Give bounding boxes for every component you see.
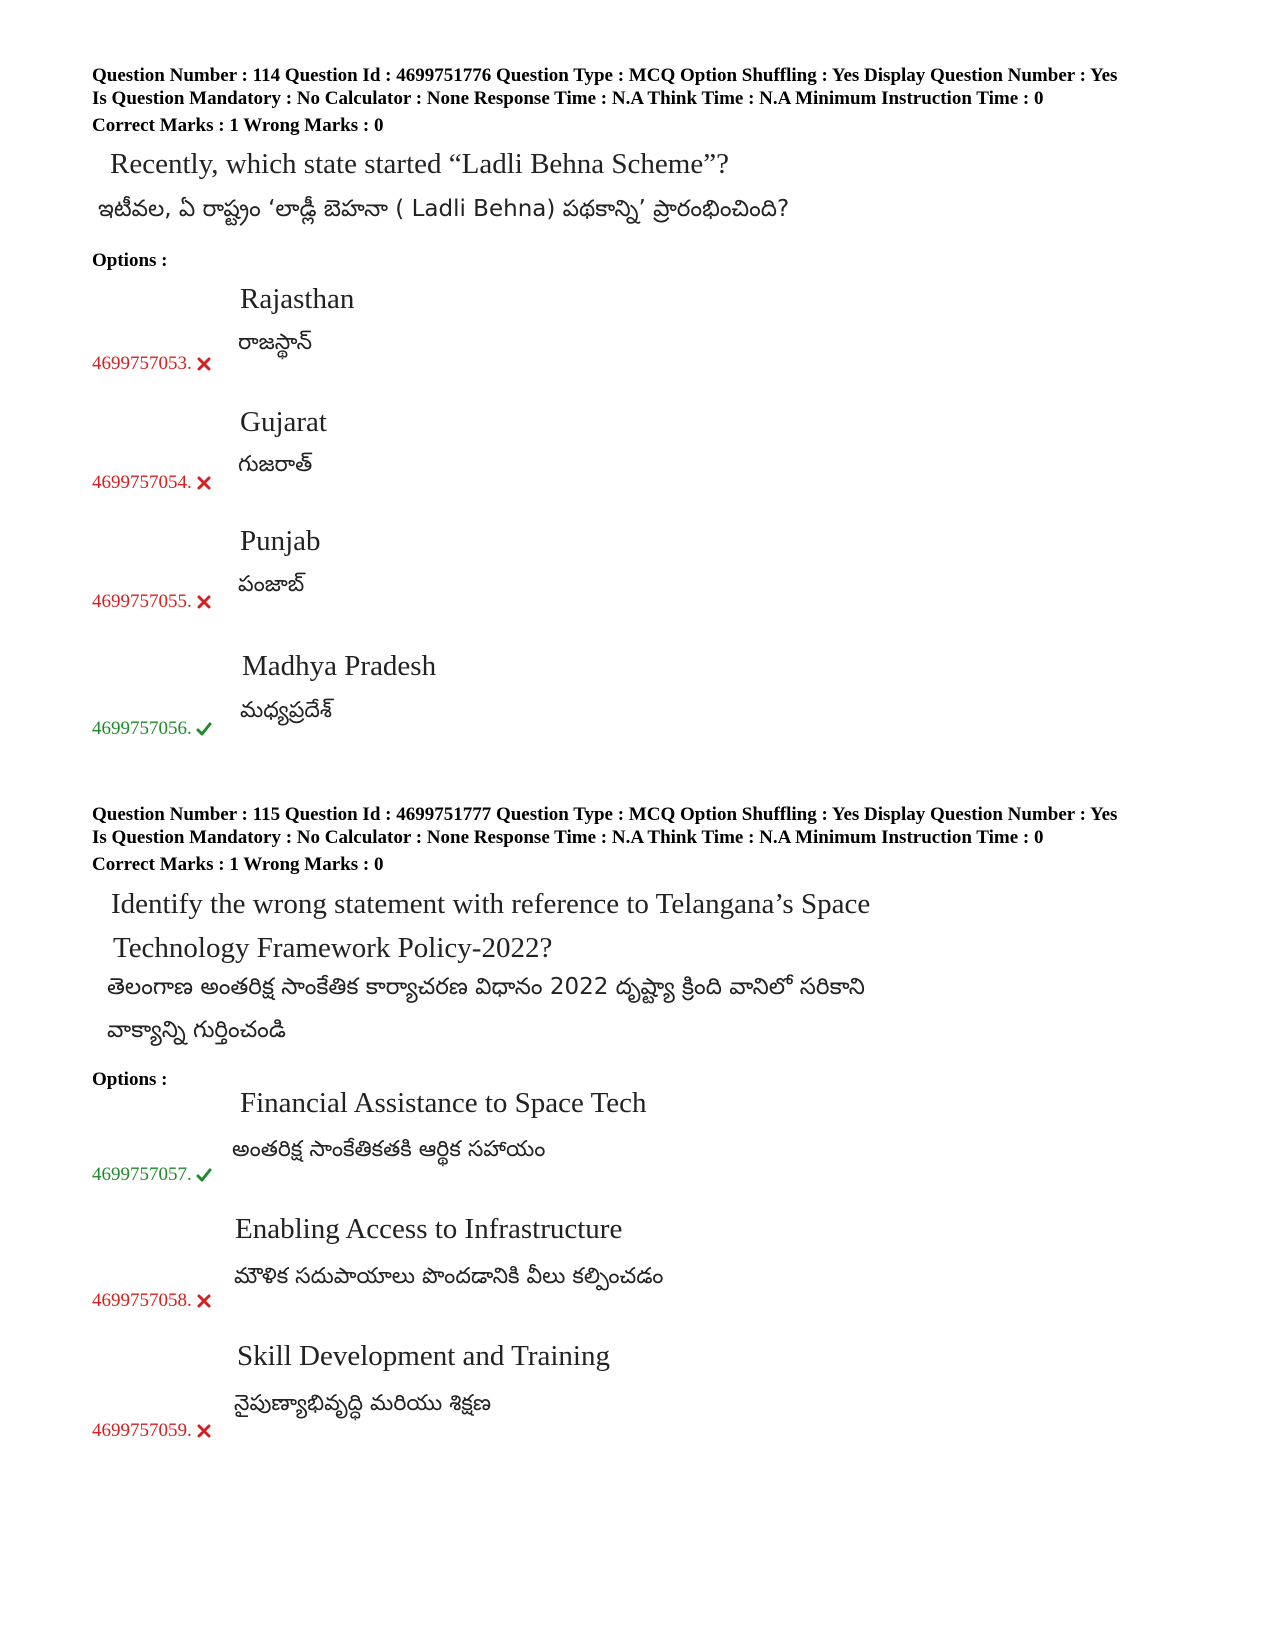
cross-icon — [196, 1423, 212, 1439]
option-id — [92, 353, 212, 375]
option-text-te: మౌళిక సదుపాయాలు పొందడానికి వీలు కల్పించడం — [234, 1264, 664, 1289]
cross-icon — [196, 1293, 212, 1309]
question-meta-line1: Question Number : 115 Question Id : 4699751777 Question Type : MCQ Option Shuffling : Yes Display Question Number : Yes — [92, 804, 1118, 825]
option-id-text: 4699757056. — [92, 718, 192, 739]
option-text-te: పంజాబ్ — [238, 572, 305, 597]
option-id-text: 4699757057. — [92, 1164, 192, 1185]
cross-icon — [196, 594, 212, 610]
question-text-te-line1: తెలంగాణ అంతరిక్ష సాంకేతిక కార్యాచరణ విధానం 2022 దృష్ట్యా క్రింది వానిలో సరికాని — [107, 974, 865, 1000]
option-text-en: Madhya Pradesh — [242, 650, 437, 682]
question-marks: Correct Marks : 1 Wrong Marks : 0 — [92, 115, 384, 136]
option-id — [92, 1420, 212, 1442]
option-id — [92, 591, 212, 613]
option-id — [92, 718, 212, 740]
option-text-en: Gujarat — [240, 406, 327, 438]
question-text-en-line2: Technology Framework Policy-2022? — [113, 932, 553, 964]
check-icon — [196, 1167, 212, 1183]
question-marks: Correct Marks : 1 Wrong Marks : 0 — [92, 854, 384, 875]
option-text-te: అంతరిక్ష సాంకేతికతకి ఆర్థిక సహాయం — [232, 1137, 546, 1162]
question-meta-line2: Is Question Mandatory : No Calculator : None Response Time : N.A Think Time : N.A Minimum Instruction Time : 0 — [92, 88, 1044, 109]
option-text-te: నైపుణ్యాభివృద్ధి మరియు శిక్షణ — [234, 1391, 492, 1416]
question-meta-line2: Is Question Mandatory : No Calculator : None Response Time : N.A Think Time : N.A Minimum Instruction Time : 0 — [92, 827, 1044, 848]
check-icon — [196, 721, 212, 737]
option-text-en: Skill Development and Training — [237, 1340, 610, 1372]
question-text-en-line1: Identify the wrong statement with reference to Telangana’s Space — [111, 888, 871, 920]
option-text-en: Enabling Access to Infrastructure — [235, 1213, 623, 1245]
option-id — [92, 1290, 212, 1312]
question-meta-line1: Question Number : 114 Question Id : 4699751776 Question Type : MCQ Option Shuffling : Yes Display Question Number : Yes — [92, 65, 1118, 86]
option-text-en: Financial Assistance to Space Tech — [240, 1087, 647, 1119]
option-id-text: 4699757055. — [92, 591, 192, 612]
question-text-te-line2: వాక్యాన్ని గుర్తించండి — [107, 1017, 286, 1043]
option-id-text: 4699757054. — [92, 472, 192, 493]
cross-icon — [196, 356, 212, 372]
option-id — [92, 1164, 212, 1186]
options-label: Options : — [92, 1069, 168, 1090]
option-id-text: 4699757053. — [92, 353, 192, 374]
option-id — [92, 472, 212, 494]
option-text-te: గుజరాత్ — [238, 452, 313, 477]
question-text-te: ఇటీవల, ఏ రాష్ట్రం ‘లాడ్లీ బెహనా ( Ladli Behna) పథకాన్ని’ ప్రారంభించింది? — [98, 196, 790, 222]
option-id-text: 4699757058. — [92, 1290, 192, 1311]
question-text-en: Recently, which state started “Ladli Behna Scheme”? — [110, 148, 729, 180]
cross-icon — [196, 475, 212, 491]
option-text-te: మధ్యప్రదేశ్ — [240, 698, 333, 723]
option-id-text: 4699757059. — [92, 1420, 192, 1441]
option-text-en: Punjab — [240, 525, 321, 557]
options-label: Options : — [92, 250, 168, 271]
option-text-te: రాజస్థాన్ — [238, 330, 313, 355]
option-text-en: Rajasthan — [240, 283, 355, 315]
